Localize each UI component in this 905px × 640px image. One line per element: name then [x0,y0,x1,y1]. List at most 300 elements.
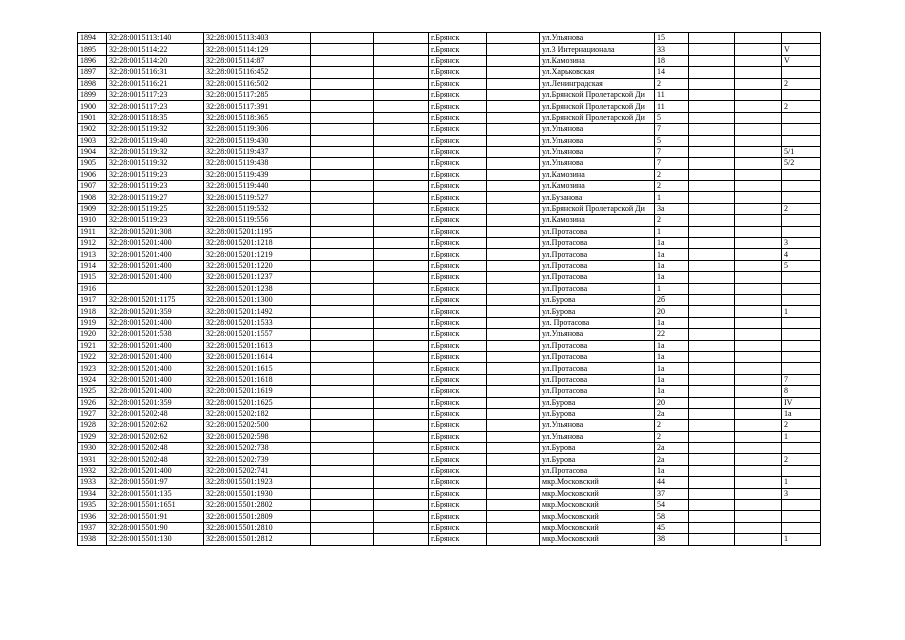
column-7-cell [487,124,540,135]
object-number: 32:28:0015201:1533 [204,317,311,328]
column-7-cell [487,306,540,317]
street: ул.Протасова [540,351,655,362]
registry-table-body [78,33,821,546]
object-number: 32:28:0015202:741 [204,465,311,476]
object-number: 32:28:0015201:1619 [204,386,311,397]
column-11-cell [735,397,782,408]
table-row [78,158,821,169]
parcel-number: 32:28:0015501:91 [107,511,204,522]
column-5-cell [374,249,429,260]
column-10-cell [689,67,735,78]
parcel-number: 32:28:0015201:400 [107,374,204,385]
house-number: 1 [655,283,689,294]
row-number: 1926 [78,397,107,408]
column-11-cell [735,340,782,351]
table-row [78,465,821,476]
column-5-cell [374,397,429,408]
city: г.Брянск [429,158,487,169]
table-row [78,534,821,545]
column-10-cell [689,169,735,180]
object-number: 32:28:0015201:1492 [204,306,311,317]
street: ул.Ульянова [540,431,655,442]
column-7-cell [487,500,540,511]
house-number: 2 [655,169,689,180]
column-4-cell [311,33,374,44]
house-number: 1а [655,340,689,351]
column-4-cell [311,306,374,317]
object-number: 32:28:0015114:129 [204,44,311,55]
column-10-cell [689,329,735,340]
column-10-cell [689,443,735,454]
row-number: 1904 [78,146,107,157]
house-number: 1а [655,351,689,362]
row-number: 1934 [78,488,107,499]
column-10-cell [689,146,735,157]
column-4-cell [311,146,374,157]
street: ул.Камозина [540,181,655,192]
row-number: 1927 [78,408,107,419]
column-7-cell [487,226,540,237]
column-5-cell [374,169,429,180]
column-10-cell [689,511,735,522]
house-number: 1а [655,317,689,328]
row-number: 1896 [78,55,107,66]
unit-number: 1 [782,306,821,317]
column-4-cell [311,272,374,283]
city: г.Брянск [429,169,487,180]
row-number: 1912 [78,238,107,249]
street: ул.Протасова [540,374,655,385]
street: ул.Протасова [540,260,655,271]
object-number: 32:28:0015119:430 [204,135,311,146]
column-5-cell [374,44,429,55]
column-7-cell [487,454,540,465]
house-number: 2 [655,431,689,442]
table-row [78,431,821,442]
parcel-number: 32:28:0015201:359 [107,306,204,317]
column-11-cell [735,44,782,55]
column-11-cell [735,226,782,237]
parcel-number: 32:28:0015201:308 [107,226,204,237]
house-number: 20 [655,397,689,408]
unit-number: 1 [782,431,821,442]
object-number: 32:28:0015119:306 [204,124,311,135]
street: ул.Ленинградская [540,78,655,89]
object-number: 32:28:0015201:1614 [204,351,311,362]
object-number: 32:28:0015119:556 [204,215,311,226]
street: ул.Ульянова [540,135,655,146]
city: г.Брянск [429,294,487,305]
column-4-cell [311,374,374,385]
column-4-cell [311,124,374,135]
house-number: 22 [655,329,689,340]
column-5-cell [374,534,429,545]
street: ул. Протасова [540,317,655,328]
object-number: 32:28:0015501:2812 [204,534,311,545]
column-10-cell [689,374,735,385]
column-7-cell [487,488,540,499]
column-4-cell [311,329,374,340]
house-number: 3а [655,203,689,214]
column-7-cell [487,420,540,431]
column-7-cell [487,181,540,192]
unit-number: IV [782,397,821,408]
row-number: 1908 [78,192,107,203]
column-10-cell [689,158,735,169]
column-4-cell [311,215,374,226]
column-11-cell [735,249,782,260]
column-10-cell [689,488,735,499]
unit-number [782,33,821,44]
house-number: 2 [655,181,689,192]
unit-number: 2 [782,454,821,465]
street: ул.Протасова [540,226,655,237]
column-4-cell [311,158,374,169]
city: г.Брянск [429,135,487,146]
object-number: 32:28:0015202:598 [204,431,311,442]
column-4-cell [311,249,374,260]
column-10-cell [689,317,735,328]
table-row [78,294,821,305]
column-7-cell [487,146,540,157]
house-number: 1а [655,386,689,397]
street: ул.3 Интернационала [540,44,655,55]
column-5-cell [374,55,429,66]
column-11-cell [735,238,782,249]
table-row [78,260,821,271]
column-5-cell [374,203,429,214]
column-11-cell [735,534,782,545]
row-number: 1922 [78,351,107,362]
column-5-cell [374,329,429,340]
column-4-cell [311,420,374,431]
column-11-cell [735,294,782,305]
street: ул.Протасова [540,272,655,283]
column-7-cell [487,386,540,397]
city: г.Брянск [429,340,487,351]
column-4-cell [311,431,374,442]
unit-number: 4 [782,249,821,260]
row-number: 1907 [78,181,107,192]
column-11-cell [735,386,782,397]
column-11-cell [735,306,782,317]
house-number: 2 [655,420,689,431]
street: ул.Протасова [540,340,655,351]
column-5-cell [374,101,429,112]
column-10-cell [689,500,735,511]
street: ул.Брянской Пролетарской Ди [540,89,655,100]
city: г.Брянск [429,283,487,294]
column-7-cell [487,363,540,374]
house-number: 37 [655,488,689,499]
column-5-cell [374,146,429,157]
city: г.Брянск [429,420,487,431]
house-number: 7 [655,124,689,135]
column-7-cell [487,89,540,100]
house-number: 2 [655,78,689,89]
house-number: 1а [655,238,689,249]
column-4-cell [311,317,374,328]
column-7-cell [487,431,540,442]
city: г.Брянск [429,454,487,465]
row-number: 1935 [78,500,107,511]
column-7-cell [487,443,540,454]
parcel-number: 32:28:0015201:400 [107,363,204,374]
column-11-cell [735,124,782,135]
column-4-cell [311,181,374,192]
column-11-cell [735,215,782,226]
parcel-number: 32:28:0015201:400 [107,351,204,362]
street: ул.Ульянова [540,420,655,431]
unit-number [782,89,821,100]
city: г.Брянск [429,500,487,511]
parcel-number: 32:28:0015501:1651 [107,500,204,511]
column-4-cell [311,67,374,78]
column-10-cell [689,215,735,226]
house-number: 2а [655,454,689,465]
column-11-cell [735,260,782,271]
column-5-cell [374,511,429,522]
unit-number [782,443,821,454]
column-5-cell [374,238,429,249]
city: г.Брянск [429,215,487,226]
column-10-cell [689,454,735,465]
city: г.Брянск [429,89,487,100]
unit-number [782,283,821,294]
street: ул.Протасова [540,283,655,294]
house-number: 2а [655,443,689,454]
street: ул.Брянской Пролетарской Ди [540,101,655,112]
street: ул.Бурова [540,454,655,465]
house-number: 7 [655,158,689,169]
column-7-cell [487,169,540,180]
parcel-number: 32:28:0015119:32 [107,124,204,135]
column-5-cell [374,500,429,511]
parcel-number: 32:28:0015119:23 [107,215,204,226]
unit-number [782,294,821,305]
column-7-cell [487,294,540,305]
column-10-cell [689,408,735,419]
column-5-cell [374,226,429,237]
row-number: 1899 [78,89,107,100]
column-4-cell [311,78,374,89]
row-number: 1913 [78,249,107,260]
city: г.Брянск [429,124,487,135]
column-4-cell [311,500,374,511]
column-7-cell [487,465,540,476]
house-number: 1а [655,363,689,374]
column-5-cell [374,408,429,419]
table-row [78,181,821,192]
column-7-cell [487,351,540,362]
row-number: 1903 [78,135,107,146]
unit-number: 5 [782,260,821,271]
column-7-cell [487,78,540,89]
table-row [78,283,821,294]
object-number: 32:28:0015501:1923 [204,477,311,488]
object-number: 32:28:0015119:527 [204,192,311,203]
street: мкр.Московский [540,511,655,522]
column-7-cell [487,112,540,123]
column-11-cell [735,203,782,214]
city: г.Брянск [429,260,487,271]
parcel-number: 32:28:0015201:1175 [107,294,204,305]
column-7-cell [487,329,540,340]
parcel-number: 32:28:0015119:23 [107,181,204,192]
row-number: 1916 [78,283,107,294]
column-5-cell [374,33,429,44]
house-number: 7 [655,146,689,157]
table-row [78,192,821,203]
city: г.Брянск [429,317,487,328]
house-number: 1а [655,465,689,476]
parcel-number: 32:28:0015116:31 [107,67,204,78]
column-4-cell [311,386,374,397]
object-number: 32:28:0015118:365 [204,112,311,123]
column-5-cell [374,431,429,442]
column-7-cell [487,55,540,66]
column-4-cell [311,203,374,214]
street: ул.Бурова [540,306,655,317]
column-10-cell [689,226,735,237]
column-10-cell [689,181,735,192]
column-5-cell [374,465,429,476]
column-10-cell [689,363,735,374]
unit-number: V [782,55,821,66]
table-row [78,511,821,522]
street: ул.Харьковская [540,67,655,78]
city: г.Брянск [429,181,487,192]
object-number: 32:28:0015201:1219 [204,249,311,260]
column-7-cell [487,215,540,226]
column-11-cell [735,522,782,533]
street: мкр.Московский [540,500,655,511]
column-5-cell [374,260,429,271]
column-7-cell [487,67,540,78]
row-number: 1909 [78,203,107,214]
column-11-cell [735,78,782,89]
column-4-cell [311,283,374,294]
city: г.Брянск [429,351,487,362]
column-5-cell [374,89,429,100]
object-number: 32:28:0015119:532 [204,203,311,214]
object-number: 32:28:0015201:1557 [204,329,311,340]
unit-number [782,226,821,237]
object-number: 32:28:0015202:500 [204,420,311,431]
table-row [78,363,821,374]
table-row [78,272,821,283]
column-4-cell [311,112,374,123]
house-number: 1а [655,272,689,283]
parcel-number [107,283,204,294]
row-number: 1905 [78,158,107,169]
column-4-cell [311,89,374,100]
table-row [78,306,821,317]
column-4-cell [311,443,374,454]
parcel-number: 32:28:0015501:90 [107,522,204,533]
object-number: 32:28:0015201:1237 [204,272,311,283]
city: г.Брянск [429,363,487,374]
house-number: 15 [655,33,689,44]
object-number: 32:28:0015201:1615 [204,363,311,374]
parcel-number: 32:28:0015117:23 [107,101,204,112]
column-7-cell [487,283,540,294]
column-10-cell [689,420,735,431]
parcel-number: 32:28:0015202:48 [107,443,204,454]
house-number: 2а [655,408,689,419]
row-number: 1921 [78,340,107,351]
column-7-cell [487,158,540,169]
object-number: 32:28:0015119:437 [204,146,311,157]
parcel-number: 32:28:0015201:400 [107,386,204,397]
city: г.Брянск [429,306,487,317]
column-10-cell [689,534,735,545]
column-5-cell [374,158,429,169]
column-10-cell [689,306,735,317]
column-4-cell [311,226,374,237]
column-11-cell [735,374,782,385]
column-5-cell [374,386,429,397]
parcel-number: 32:28:0015119:25 [107,203,204,214]
row-number: 1898 [78,78,107,89]
row-number: 1925 [78,386,107,397]
row-number: 1938 [78,534,107,545]
city: г.Брянск [429,374,487,385]
unit-number: 1 [782,534,821,545]
column-11-cell [735,283,782,294]
column-7-cell [487,249,540,260]
table-row [78,500,821,511]
row-number: 1906 [78,169,107,180]
city: г.Брянск [429,226,487,237]
column-4-cell [311,454,374,465]
unit-number [782,351,821,362]
column-7-cell [487,260,540,271]
column-7-cell [487,203,540,214]
city: г.Брянск [429,238,487,249]
house-number: 11 [655,101,689,112]
row-number: 1902 [78,124,107,135]
house-number: 45 [655,522,689,533]
unit-number: 2 [782,101,821,112]
unit-number [782,124,821,135]
row-number: 1931 [78,454,107,465]
street: ул.Бурова [540,408,655,419]
column-5-cell [374,192,429,203]
column-4-cell [311,534,374,545]
parcel-number: 32:28:0015201:400 [107,238,204,249]
column-5-cell [374,67,429,78]
street: ул.Ульянова [540,329,655,340]
table-row [78,78,821,89]
table-row [78,249,821,260]
column-10-cell [689,89,735,100]
column-11-cell [735,329,782,340]
house-number: 58 [655,511,689,522]
parcel-number: 32:28:0015113:140 [107,33,204,44]
column-4-cell [311,340,374,351]
street: мкр.Московский [540,534,655,545]
house-number: 1 [655,192,689,203]
parcel-number: 32:28:0015501:130 [107,534,204,545]
column-4-cell [311,135,374,146]
house-number: 1 [655,226,689,237]
column-10-cell [689,135,735,146]
city: г.Брянск [429,511,487,522]
parcel-number: 32:28:0015202:48 [107,408,204,419]
column-10-cell [689,397,735,408]
house-number: 33 [655,44,689,55]
